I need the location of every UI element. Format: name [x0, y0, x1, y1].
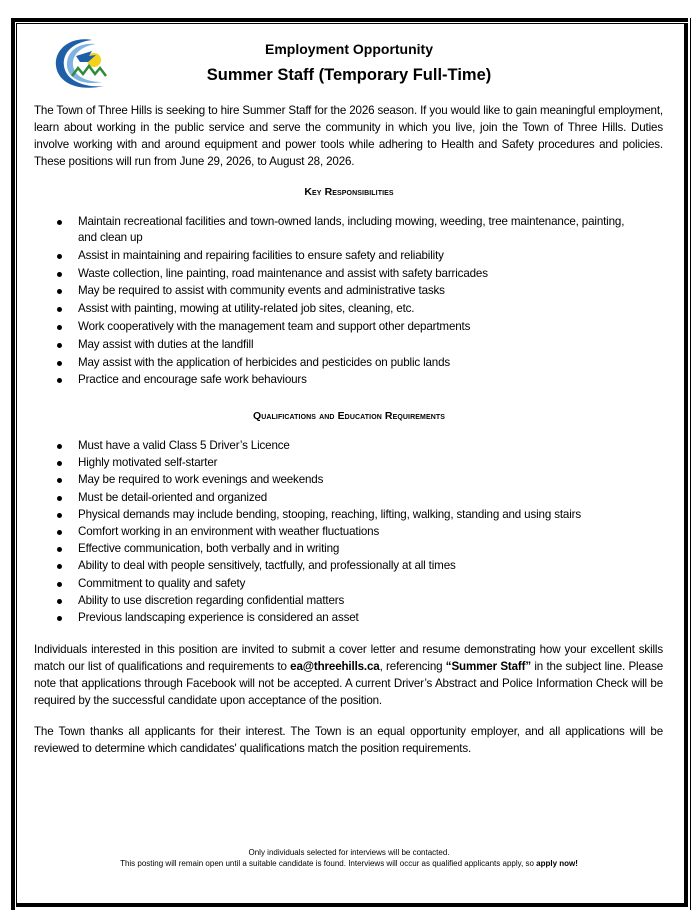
- bullet-icon: [57, 547, 62, 552]
- qualifications-list: [0, 438, 698, 627]
- responsibilities-list: [0, 214, 698, 390]
- qualification-item-text: Ability to use discretion regarding confidential matters: [78, 593, 345, 607]
- qualification-item: [0, 558, 638, 574]
- responsibility-item-text: Assist in maintaining and repairing facilities to ensure safety and reliability: [78, 248, 444, 262]
- bullet-icon: [57, 378, 62, 383]
- bullet-icon: [57, 220, 62, 225]
- responsibility-item: [0, 355, 638, 371]
- bullet-icon: [57, 564, 62, 569]
- responsibility-item-text: Practice and encourage safe work behaviours: [78, 373, 307, 387]
- bullet-icon: [57, 325, 62, 330]
- bullet-icon: [57, 307, 62, 312]
- responsibility-item-text: Maintain recreational facilities and town-owned lands, including mowing, weeding, tree maintenance, painting, and clean up: [78, 215, 625, 244]
- bullet-icon: [57, 444, 62, 449]
- bullet-icon: [57, 461, 62, 466]
- qualification-item: [0, 541, 638, 557]
- closing-paragraph: The Town thanks all applicants for their interest. The Town is an equal opportunity employer, and all applications will be reviewed to determine which candidates' qualifications match the position requirements.: [34, 725, 663, 755]
- qualification-item: [0, 576, 638, 592]
- position-title: Summer Staff (Temporary Full-Time): [206, 66, 492, 84]
- responsibility-item: [0, 283, 638, 299]
- responsibility-item-text: May assist with duties at the landfill: [78, 337, 254, 351]
- bullet-icon: [57, 289, 62, 294]
- intro-paragraph: The Town of Three Hills is seeking to hire Summer Staff for the 2026 season. If you would like to gain meaningful employment, learn about working in the public service and serve the community in which you live, join the Town of Three Hills. Duties involve working with and around equipment and power tools while adhering to Health and Safety procedures and policies. These positions will run from June 29, 2026, to August 28, 2026.: [34, 104, 663, 168]
- responsibility-item: [0, 248, 638, 264]
- responsibility-item: [0, 372, 638, 388]
- qualification-item-text: Effective communication, both verbally and in writing: [78, 542, 340, 556]
- application-paragraph: [34, 641, 663, 709]
- bullet-icon: [57, 599, 62, 604]
- section-heading-qualifications: Qualifications and Education Requirements: [252, 410, 446, 422]
- application-text-mid: , referencing: [379, 660, 446, 673]
- application-text-end: in the subject line. Please note that applications through Facebook will not be accepted. A current Driver’s Abstract and Police Information Check will be required by the successful candidate upon acceptance of the position.: [34, 660, 664, 707]
- footer-note-contact: Only individuals selected for interviews will be contacted.: [248, 848, 450, 857]
- bullet-icon: [57, 343, 62, 348]
- qualification-item: [0, 610, 638, 626]
- section-heading-responsibilities: Key Responsibilities: [304, 186, 394, 198]
- frame-border-bottom: [16, 903, 688, 907]
- qualification-item: [0, 507, 638, 523]
- bullet-icon: [57, 582, 62, 587]
- footer-posting-text: This posting will remain open until a suitable candidate is found. Interviews will occur as qualified applicants apply, so: [120, 859, 537, 868]
- qualification-item-text: Must have a valid Class 5 Driver’s Licence: [78, 439, 290, 452]
- bullet-icon: [57, 530, 62, 535]
- bullet-icon: [57, 496, 62, 501]
- application-subject-reference: “Summer Staff”: [445, 660, 531, 673]
- responsibility-item-text: Waste collection, line painting, road maintenance and assist with safety barricades: [78, 266, 488, 280]
- qualification-item-text: Commitment to quality and safety: [78, 576, 246, 590]
- responsibility-item-text: May be required to assist with community events and administrative tasks: [78, 284, 445, 298]
- qualification-item: [0, 455, 638, 471]
- qualification-item-text: Comfort working in an environment with weather fluctuations: [78, 524, 380, 538]
- document-title: Employment Opportunity: [265, 41, 433, 57]
- qualification-item: [0, 438, 638, 454]
- responsibility-item: [0, 301, 638, 317]
- responsibility-item: [0, 214, 638, 246]
- bullet-icon: [57, 478, 62, 483]
- qualification-item-text: May be required to work evenings and weekends: [78, 473, 324, 487]
- qualification-item-text: Highly motivated self-starter: [78, 456, 218, 470]
- responsibility-item: [0, 266, 638, 282]
- qualification-item-text: Ability to deal with people sensitively, tactfully, and professionally at all times: [78, 559, 456, 573]
- application-email-link[interactable]: ea@threehills.ca: [290, 660, 380, 673]
- application-text-start: Individuals interested in this position are invited to submit a cover letter and resume demonstrating how your excellent skills match our list of qualifications and requirements to: [34, 643, 663, 673]
- qualification-item-text: Must be detail-oriented and organized: [78, 490, 268, 504]
- qualification-item-text: Physical demands may include bending, stooping, reaching, lifting, walking, standing and using stairs: [78, 507, 582, 521]
- qualification-item: [0, 472, 638, 488]
- responsibility-item: [0, 337, 638, 353]
- footer-apply-now: apply now!: [536, 859, 578, 868]
- bullet-icon: [57, 254, 62, 259]
- responsibility-item-text: May assist with the application of herbicides and pesticides on public lands: [78, 355, 451, 369]
- qualification-item: [0, 524, 638, 540]
- responsibility-item-text: Work cooperatively with the management team and support other departments: [78, 319, 471, 333]
- qualification-item: [0, 490, 638, 506]
- bullet-icon: [57, 272, 62, 277]
- responsibility-item-text: Assist with painting, mowing at utility-related job sites, cleaning, etc.: [78, 302, 415, 316]
- bullet-icon: [57, 513, 62, 518]
- bullet-icon: [57, 361, 62, 366]
- bullet-icon: [57, 616, 62, 621]
- footer-note-posting: [0, 858, 698, 869]
- responsibility-item: [0, 319, 638, 335]
- qualification-item-text: Previous landscaping experience is considered an asset: [78, 610, 359, 624]
- qualification-item: [0, 593, 638, 609]
- frame-inner-line-top: [16, 23, 684, 24]
- frame-border-top: [11, 18, 688, 22]
